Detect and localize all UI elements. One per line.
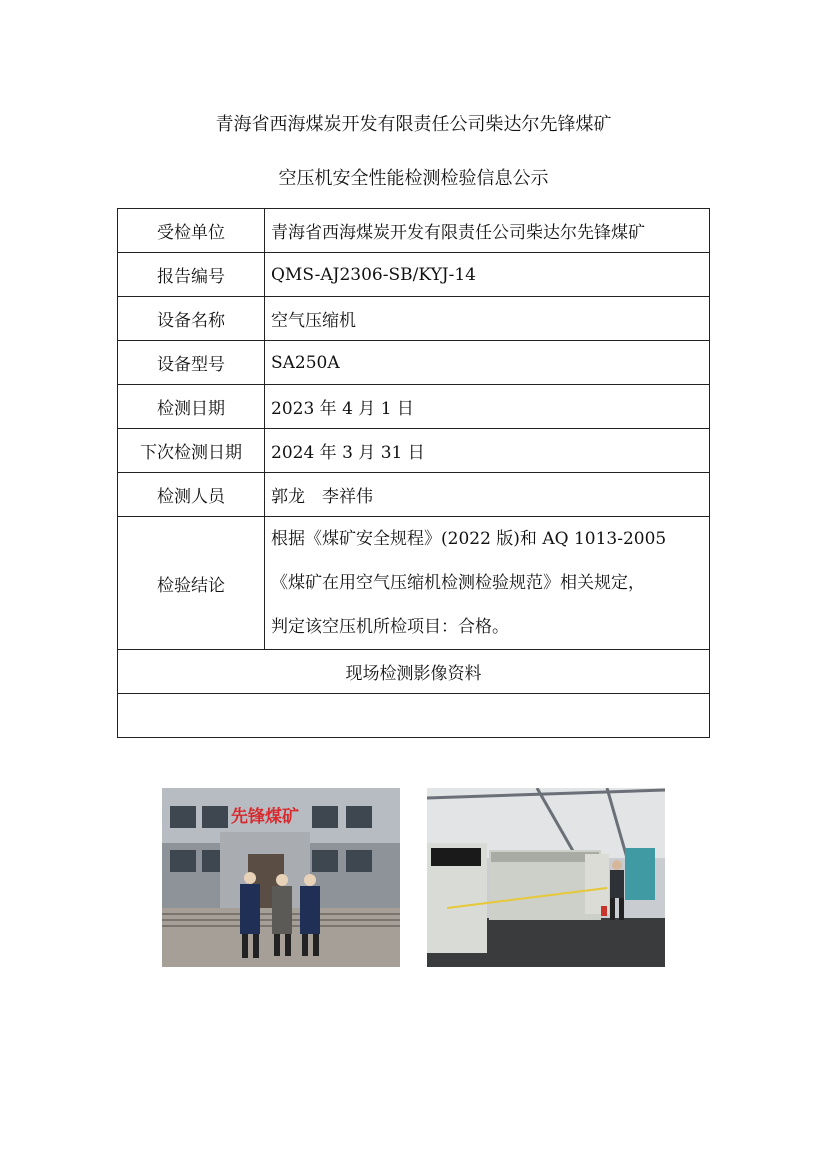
conclusion-line: 根据《煤矿安全规程》(2022 版)和 AQ 1013-2005 [271,529,667,549]
conclusion-row [118,517,710,650]
document-title: 青海省西海煤炭开发有限责任公司柴达尔先锋煤矿 [215,114,612,135]
site-photo-compressor-room [427,788,665,967]
conclusion-label: 检验结论 [118,517,265,650]
table-row [118,209,710,253]
row-label: 检测人员 [118,473,265,517]
conclusion-line: 《煤矿在用空气压缩机检测检验规范》相关规定， [271,573,645,593]
row-label: 设备型号 [118,341,265,385]
row-value: 空气压缩机 [265,297,710,341]
row-label: 下次检测日期 [118,429,265,473]
table-row [118,473,710,517]
row-value: SA250A [265,341,710,385]
row-value: 青海省西海煤炭开发有限责任公司柴达尔先锋煤矿 [265,209,710,253]
sign-text: 先锋煤矿 [231,807,299,827]
site-photo-building [162,788,400,967]
table-row [118,341,710,385]
media-photos-row [118,694,710,738]
row-label: 受检单位 [118,209,265,253]
row-value: 2023 年 4 月 1 日 [265,385,710,429]
row-value: 2024 年 3 月 31 日 [265,429,710,473]
row-label: 报告编号 [118,253,265,297]
conclusion-line: 判定该空压机所检项目：合格。 [271,617,509,637]
table-row [118,297,710,341]
row-label: 设备名称 [118,297,265,341]
info-table [117,208,710,827]
table-row [118,253,710,297]
document-subtitle: 空压机安全性能检测检验信息公示 [278,168,549,189]
table-row [118,385,710,429]
row-value: QMS-AJ2306-SB/KYJ-14 [265,253,710,297]
table-row [118,429,710,473]
row-value: 郭龙 李祥伟 [265,473,710,517]
conclusion-text [265,517,710,650]
row-label: 检测日期 [118,385,265,429]
photos-cell [118,694,710,827]
media-header-row [118,650,710,694]
media-section-title: 现场检测影像资料 [118,650,710,694]
